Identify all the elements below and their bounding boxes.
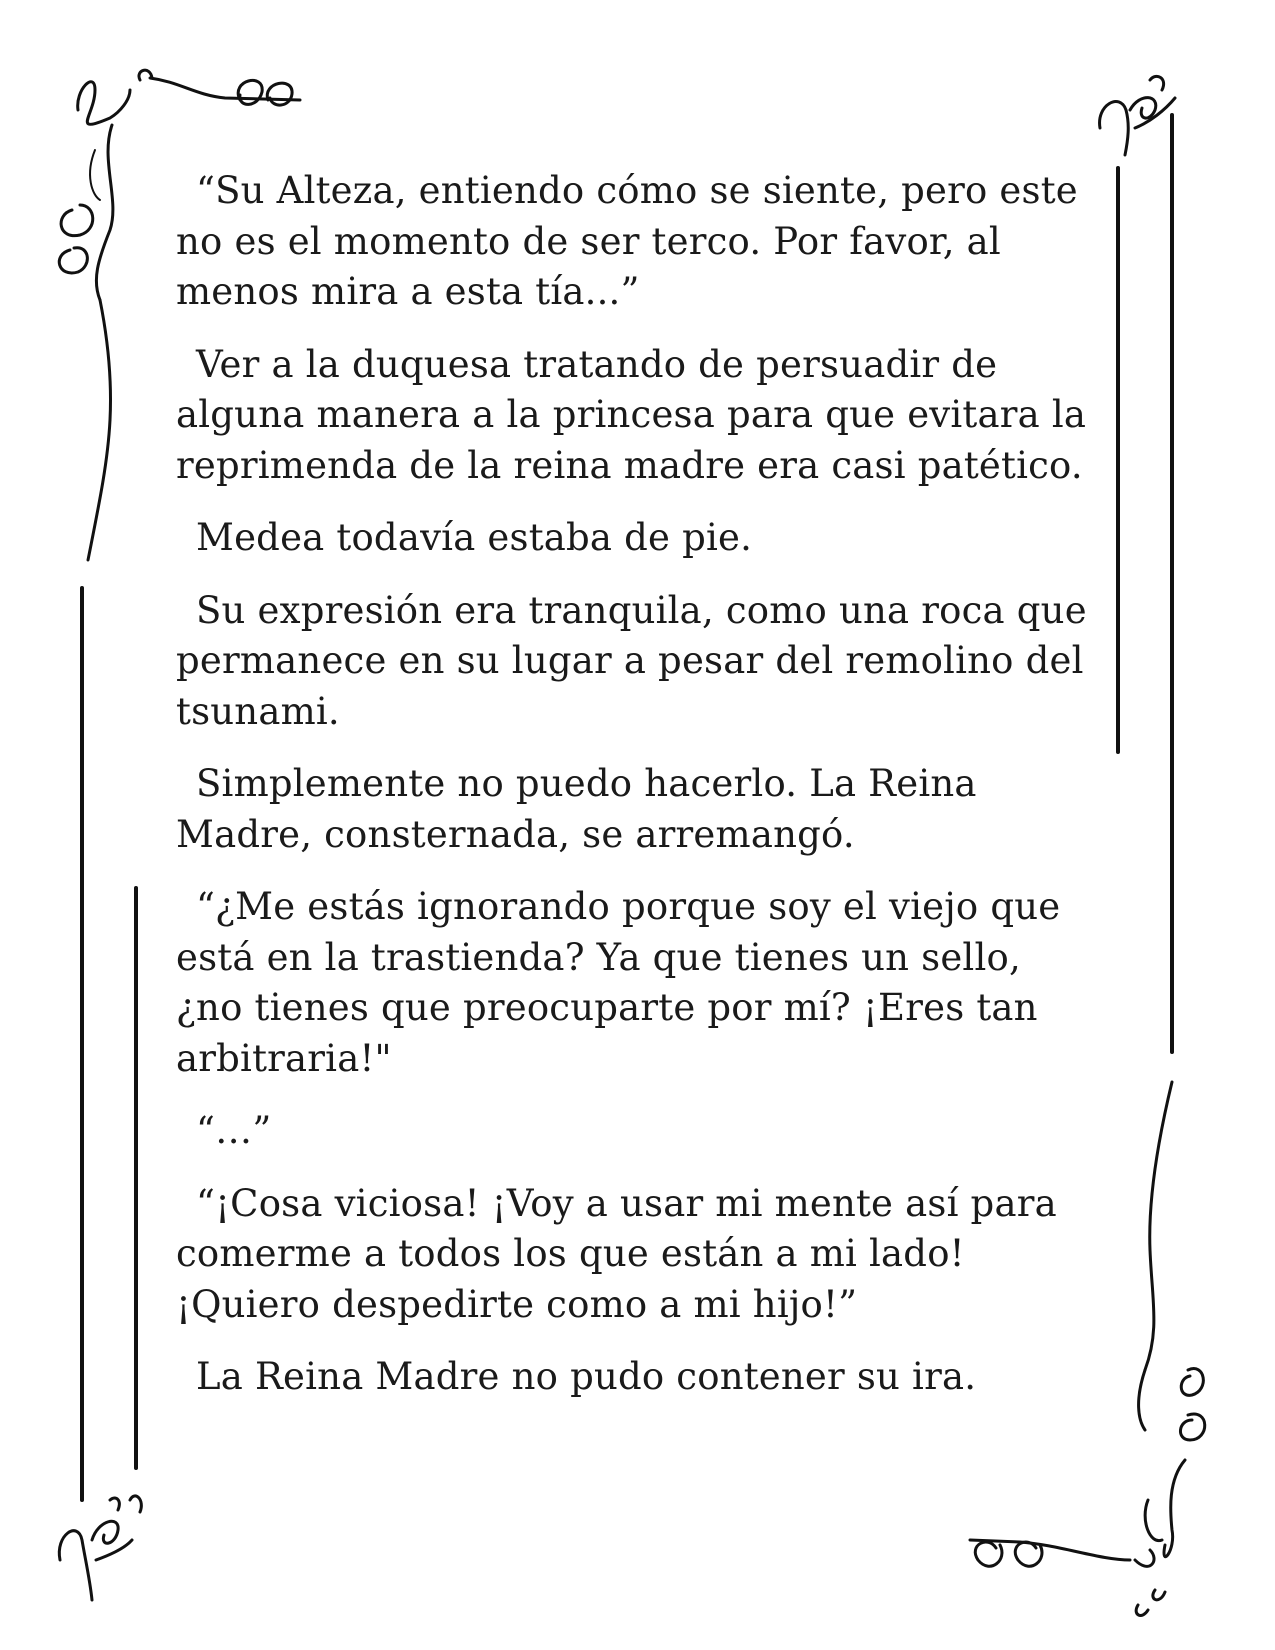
paragraph-5: Simplemente no puedo hacerlo. La Reina Madre, consternada, se arremangó. (176, 762, 977, 856)
paragraph-1: “Su Alteza, entiendo cómo se siente, pero este no es el momento de ser terco. Por favor, al menos mira a esta tía...” (176, 169, 1078, 313)
paragraph-4: Su expresión era tranquila, como una roca que permanece en su lugar a pesar del remolino del tsunami. (176, 588, 1087, 733)
bottom-left-flourish (59, 1496, 141, 1600)
body-text (176, 166, 1096, 1425)
paragraph-6: “¿Me estás ignorando porque soy el viejo que está en la trastienda? Ya que tienes un sello, ¿no tienes que preocuparte por mí? ¡Eres tan arbitraria!" (176, 885, 1061, 1080)
paragraph-9: La Reina Madre no pudo contener su ira. (196, 1355, 977, 1398)
top-right-flourish (1100, 76, 1175, 155)
paragraph-2: Ver a la duquesa tratando de persuadir de alguna manera a la princesa para que evitara la reprimenda de la reina madre era casi patético. (176, 342, 1087, 487)
paragraph-7: “…” (196, 1109, 272, 1152)
paragraph-8: “¡Cosa viciosa! ¡Voy a usar mi mente así para comerme a todos los que están a mi lado! ¡Quiero despedirte como a mi hijo!” (176, 1181, 1057, 1326)
paragraph-3: Medea todavía estaba de pie. (196, 516, 753, 559)
